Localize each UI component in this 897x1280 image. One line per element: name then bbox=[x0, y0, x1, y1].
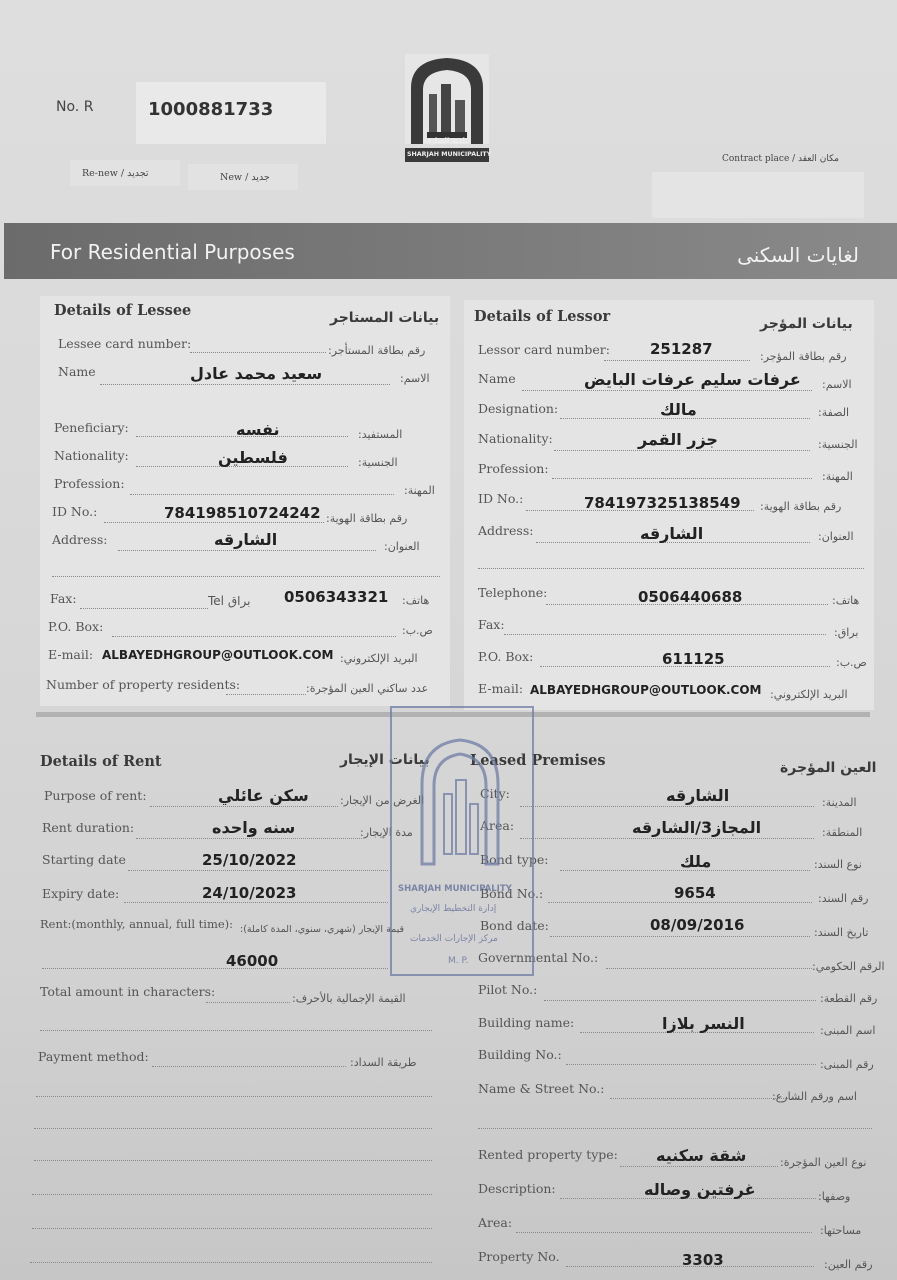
lessee-fax-label: Fax: bbox=[50, 591, 77, 606]
lessee-name-value: سعيد محمد عادل bbox=[190, 364, 323, 383]
dotted-line bbox=[516, 1232, 812, 1233]
sharjah-municipality-logo bbox=[397, 48, 497, 164]
rent-expiry-label: Expiry date: bbox=[42, 886, 120, 901]
rent-amount-label: Rent:(monthly, annual, full time): bbox=[40, 917, 234, 931]
dotted-line bbox=[100, 384, 390, 385]
lessee-email-value: ALBAYEDHGROUP@OUTLOOK.COM bbox=[102, 648, 334, 662]
dotted-line bbox=[130, 494, 394, 495]
dotted-line bbox=[152, 1066, 346, 1067]
lessor-designation-label-ar: الصفة: bbox=[818, 406, 850, 419]
lessor-phone-label: Telephone: bbox=[478, 585, 548, 600]
lessee-phone-value: 0506343321 bbox=[284, 588, 389, 606]
lessor-designation-value: مالك bbox=[660, 400, 697, 419]
contract-number-value: 1000881733 bbox=[148, 99, 274, 120]
premises-city-value: الشارقه bbox=[666, 786, 730, 805]
rent-amount-value: 46000 bbox=[226, 952, 279, 970]
dotted-line bbox=[34, 1128, 432, 1129]
lessee-title-en: Details of Lessee bbox=[54, 302, 192, 319]
lessor-title-en: Details of Lessor bbox=[474, 308, 611, 325]
premises-bond-no-value: 9654 bbox=[674, 884, 716, 902]
lessee-address-label-ar: العنوان: bbox=[384, 540, 420, 553]
rent-total-label: Total amount in characters: bbox=[40, 984, 216, 999]
stamp-line-ar1: إدارة التخطيط الإيجاري bbox=[410, 904, 497, 914]
premises-bond-no-label: Bond No.: bbox=[480, 886, 544, 901]
dotted-line bbox=[36, 1096, 432, 1097]
contract-place-label: Contract place / مكان العقد bbox=[722, 154, 839, 164]
dotted-line bbox=[478, 568, 864, 569]
lessee-id-label: ID No.: bbox=[52, 504, 98, 519]
stamp-emblem bbox=[392, 714, 528, 884]
lessor-pobox-label-ar: ص.ب: bbox=[836, 656, 867, 669]
premises-gov-label: Governmental No.: bbox=[478, 950, 599, 965]
lessee-profession-label-ar: المهنة: bbox=[404, 484, 435, 497]
dotted-line bbox=[124, 902, 388, 903]
lessor-id-label: ID No.: bbox=[478, 491, 524, 506]
rent-title-en: Details of Rent bbox=[40, 753, 162, 770]
dotted-line bbox=[554, 450, 810, 451]
rent-duration-label-ar: مدة الإيجار: bbox=[360, 826, 413, 839]
premises-property-no-label: Property No. bbox=[478, 1249, 560, 1264]
dotted-line bbox=[150, 806, 338, 807]
dotted-line bbox=[136, 838, 362, 839]
lessee-nationality-label-ar: الجنسية: bbox=[358, 456, 398, 469]
premises-street-label: Name & Street No.: bbox=[478, 1081, 605, 1096]
dotted-line bbox=[504, 634, 826, 635]
dotted-line bbox=[128, 870, 388, 871]
premises-property-no-label-ar: رقم العين: bbox=[824, 1258, 873, 1271]
premises-pilot-label: Pilot No.: bbox=[478, 982, 538, 997]
stamp-line-en: SHARJAH MUNICIPALITY bbox=[398, 884, 512, 894]
premises-description-label-ar: وصفها: bbox=[818, 1190, 851, 1203]
dotted-line bbox=[30, 1262, 432, 1263]
dotted-line bbox=[544, 1000, 816, 1001]
rent-purpose-label-ar: الغرض من الإيجار: bbox=[340, 794, 425, 807]
lessor-profession-label-ar: المهنة: bbox=[822, 470, 853, 483]
stamp-line-code: M. P. bbox=[448, 956, 469, 966]
lessee-card-label: Lessee card number: bbox=[58, 336, 192, 351]
premises-type-label-ar: نوع العين المؤجرة: bbox=[780, 1156, 867, 1169]
lessee-name-label-ar: الاسم: bbox=[400, 372, 430, 385]
dotted-line bbox=[104, 522, 324, 523]
premises-property-no-value: 3303 bbox=[682, 1251, 724, 1269]
dotted-line bbox=[548, 902, 812, 903]
dotted-line bbox=[52, 576, 440, 577]
new-label: New / جديد bbox=[220, 172, 270, 183]
premises-city-label-ar: المدينة: bbox=[822, 796, 857, 809]
lessor-name-label-ar: الاسم: bbox=[822, 378, 852, 391]
logo-caption-en: SHARJAH MUNICIPALITY bbox=[407, 151, 492, 158]
lessee-beneficiary-label: Peneficiary: bbox=[54, 420, 129, 435]
contract-place-box bbox=[652, 172, 864, 218]
lessor-fax-label: Fax: bbox=[478, 617, 505, 632]
lessee-beneficiary-label-ar: المستفيد: bbox=[358, 428, 403, 441]
lessee-pobox-label-ar: ص.ب: bbox=[402, 624, 433, 637]
premises-description-value: غرفتين وصاله bbox=[644, 1180, 756, 1199]
dotted-line bbox=[190, 352, 326, 353]
lessee-name-label: Name bbox=[58, 364, 96, 379]
dotted-line bbox=[550, 936, 810, 937]
rent-payment-label: Payment method: bbox=[38, 1049, 149, 1064]
lessor-address-value: الشارقه bbox=[640, 524, 704, 543]
stamp-line-ar2: مركز الإجارات الخدمات bbox=[410, 934, 498, 944]
premises-bond-type-label-ar: نوع السند: bbox=[814, 858, 862, 871]
dotted-line bbox=[42, 968, 388, 969]
premises-title-ar: العين المؤجرة bbox=[780, 760, 877, 776]
lessor-phone-label-ar: هاتف: bbox=[832, 594, 860, 607]
dotted-line bbox=[112, 636, 396, 637]
dotted-line bbox=[206, 1002, 290, 1003]
banner-title-ar: لغايات السكنى bbox=[737, 243, 859, 267]
premises-bond-no-label-ar: رقم السند: bbox=[818, 892, 869, 905]
lessee-fax-mid-label: براق Tel bbox=[208, 594, 251, 608]
dotted-line bbox=[620, 1166, 778, 1167]
rent-expiry-value: 24/10/2023 bbox=[202, 884, 297, 902]
lessor-title-ar: بيانات المؤجر bbox=[760, 316, 853, 332]
premises-title-en: Leased Premises bbox=[470, 752, 606, 769]
premises-bond-type-value: ملك bbox=[680, 852, 712, 871]
lessor-card-label: Lessor card number: bbox=[478, 342, 610, 357]
rent-start-value: 25/10/2022 bbox=[202, 851, 297, 869]
premises-area2-label-ar: مساحتها: bbox=[820, 1224, 862, 1237]
premises-description-label: Description: bbox=[478, 1181, 556, 1196]
premises-building-name-value: النسر بلازا bbox=[662, 1014, 745, 1033]
dotted-line bbox=[606, 968, 812, 969]
premises-area-label: Area: bbox=[480, 818, 515, 833]
dotted-line bbox=[604, 360, 750, 361]
premises-bond-date-label: Bond date: bbox=[480, 918, 549, 933]
lessor-id-label-ar: رقم بطاقة الهوية: bbox=[760, 500, 842, 513]
premises-building-no-label: Building No.: bbox=[478, 1047, 562, 1062]
lessee-card-label-ar: رقم بطاقة المستأجر: bbox=[328, 344, 426, 357]
premises-type-value: شقة سكنيه bbox=[656, 1146, 747, 1165]
lessor-name-value: عرفات سليم عرفات البايض bbox=[584, 370, 801, 389]
lessor-name-label: Name bbox=[478, 371, 516, 386]
lessor-designation-label: Designation: bbox=[478, 401, 559, 416]
premises-building-no-label-ar: رقم المبنى: bbox=[820, 1058, 874, 1071]
lessee-address-label: Address: bbox=[52, 532, 108, 547]
dotted-line bbox=[478, 1128, 872, 1129]
rent-purpose-label: Purpose of rent: bbox=[44, 788, 147, 803]
lessor-address-label-ar: العنوان: bbox=[818, 530, 854, 543]
lessor-nationality-label: Nationality: bbox=[478, 431, 553, 446]
rent-amount-label-ar: قيمة الإيجار (شهري، سنوي، المدة كاملة): bbox=[240, 924, 405, 935]
lessor-card-value: 251287 bbox=[650, 340, 713, 358]
rent-duration-value: سنه واحده bbox=[212, 818, 296, 837]
logo-caption-ar: بلدية الشارقة bbox=[423, 136, 468, 145]
dotted-line bbox=[552, 478, 812, 479]
lessor-phone-value: 0506440688 bbox=[638, 588, 743, 606]
renew-label: Re-new / تجديد bbox=[82, 168, 149, 179]
lessee-email-label: E-mail: bbox=[48, 647, 94, 662]
rent-payment-label-ar: طريقة السداد: bbox=[350, 1056, 417, 1069]
lessee-id-value: 784198510724242 bbox=[164, 504, 321, 522]
rent-title-ar: بيانات الإيجار bbox=[340, 752, 430, 768]
rent-purpose-value: سكن عائلي bbox=[218, 786, 309, 805]
dotted-line bbox=[34, 1160, 432, 1161]
premises-bond-date-label-ar: تاريخ السند: bbox=[814, 926, 869, 939]
dotted-line bbox=[118, 550, 376, 551]
lessor-email-label-ar: البريد الإلكتروني: bbox=[770, 688, 848, 701]
lessor-fax-label-ar: براق: bbox=[834, 626, 859, 639]
dotted-line bbox=[226, 694, 306, 695]
lessee-address-value: الشارقه bbox=[214, 530, 278, 549]
premises-pilot-label-ar: رقم القطعة: bbox=[820, 992, 878, 1005]
lessee-residents-label: Number of property residents: bbox=[46, 677, 241, 692]
dotted-line bbox=[80, 608, 208, 609]
municipality-stamp bbox=[390, 706, 534, 976]
lessee-panel bbox=[40, 296, 450, 706]
premises-building-name-label-ar: اسم المبنى: bbox=[820, 1024, 876, 1037]
banner-title-en: For Residential Purposes bbox=[50, 240, 295, 264]
rent-start-label: Starting date bbox=[42, 852, 126, 867]
lessee-nationality-label: Nationality: bbox=[54, 448, 129, 463]
lessee-nationality-value: فلسطين bbox=[218, 448, 288, 467]
lessee-pobox-label: P.O. Box: bbox=[48, 619, 104, 634]
premises-street-label-ar: اسم ورقم الشارع: bbox=[772, 1090, 857, 1103]
lessor-pobox-value: 611125 bbox=[662, 650, 725, 668]
lessee-beneficiary-value: نفسه bbox=[236, 420, 280, 439]
lessee-residents-label-ar: عدد ساكني العين المؤجرة: bbox=[306, 682, 429, 695]
lessee-email-label-ar: البريد الإلكتروني: bbox=[340, 652, 418, 665]
premises-building-name-label: Building name: bbox=[478, 1015, 575, 1030]
lessor-email-value: ALBAYEDHGROUP@OUTLOOK.COM bbox=[530, 683, 762, 697]
lessee-id-label-ar: رقم بطاقة الهوية: bbox=[326, 512, 408, 525]
premises-area-label-ar: المنطقة: bbox=[822, 826, 863, 839]
lessee-phone-label-ar: هاتف: bbox=[402, 594, 430, 607]
lessor-nationality-value: جزر القمر bbox=[638, 430, 718, 449]
dotted-line bbox=[610, 1098, 798, 1099]
logo-emblem bbox=[397, 48, 497, 164]
lessor-pobox-label: P.O. Box: bbox=[478, 649, 534, 664]
premises-bond-date-value: 08/09/2016 bbox=[650, 916, 745, 934]
lessor-id-value: 784197325138549 bbox=[584, 494, 741, 512]
rent-total-label-ar: القيمة الإجمالية بالأحرف: bbox=[292, 992, 406, 1005]
lessor-card-label-ar: رقم بطاقة المؤجر: bbox=[760, 350, 847, 363]
lessor-nationality-label-ar: الجنسية: bbox=[818, 438, 858, 451]
premises-city-label: City: bbox=[480, 786, 510, 801]
rent-duration-label: Rent duration: bbox=[42, 820, 135, 835]
lessor-address-label: Address: bbox=[478, 523, 534, 538]
lessor-email-label: E-mail: bbox=[478, 681, 524, 696]
lessee-title-ar: بيانات المستاجر bbox=[330, 310, 440, 326]
dotted-line bbox=[40, 1030, 432, 1031]
contract-number-label: No. R bbox=[56, 99, 94, 115]
dotted-line bbox=[566, 1064, 816, 1065]
dotted-line bbox=[32, 1194, 432, 1195]
premises-bond-type-label: Bond type: bbox=[480, 852, 549, 867]
premises-area2-label: Area: bbox=[478, 1215, 513, 1230]
premises-area-value: المجاز3/الشارقه bbox=[632, 818, 762, 837]
dotted-line bbox=[522, 390, 812, 391]
dotted-line bbox=[520, 806, 814, 807]
lessee-profession-label: Profession: bbox=[54, 476, 125, 491]
lessor-profession-label: Profession: bbox=[478, 461, 549, 476]
dotted-line bbox=[32, 1228, 432, 1229]
dotted-line bbox=[520, 838, 814, 839]
premises-gov-label-ar: الرقم الحكومي: bbox=[812, 960, 885, 973]
premises-type-label: Rented property type: bbox=[478, 1147, 618, 1162]
